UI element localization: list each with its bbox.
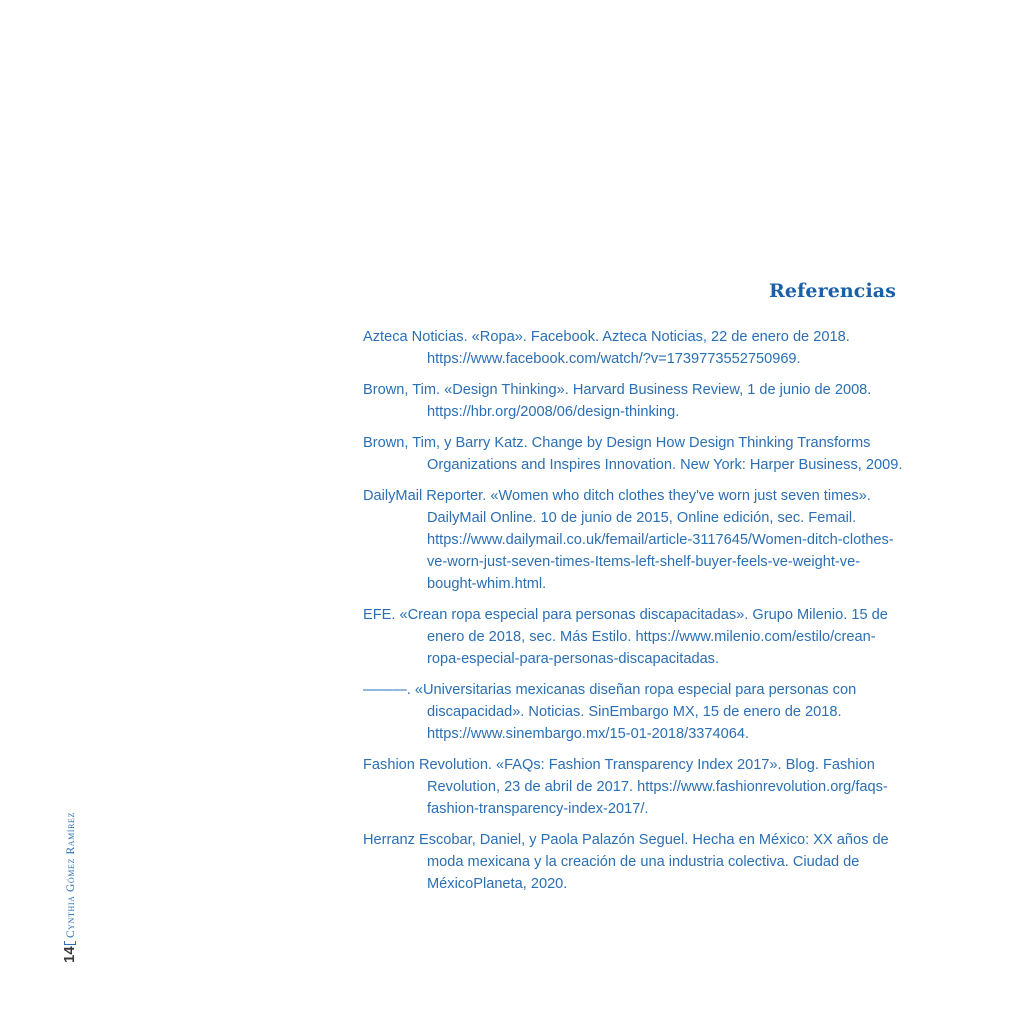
reference-entry: Herranz Escobar, Daniel, y Paola Palazón Seguel. Hecha en México: XX años de moda mexicana y la creación de una industria colectiva. Ciudad de MéxicoPlaneta, 2020.: [363, 832, 889, 892]
running-head-author: Cynthia Gómez Ramírez: [65, 812, 77, 938]
reference-entry: DailyMail Reporter. «Women who ditch clothes they've worn just seven times». DailyMail Online. 10 de junio de 2015, Online edición, sec. Femail. https://www.dailymail.co.uk/femail/article-3117645/Women-ditch-clothes-ve-worn-just-seven-times-Items-left-shelf-buyer-feels-ve-weight-ve-bought-whim.html.: [363, 488, 894, 592]
running-head-bracket: [64, 941, 76, 945]
reference-entry: Azteca Noticias. «Ropa». Facebook. Azteca Noticias, 22 de enero de 2018. https://www.facebook.com/watch/?v=1739773552750969.: [363, 329, 850, 367]
reference-entry: ———. «Universitarias mexicanas diseñan ropa especial para personas con discapacidad». Noticias. SinEmbargo MX, 15 de enero de 2018. https://www.sinembargo.mx/15-01-2018/3374064.: [363, 682, 857, 742]
reference-entry: Fashion Revolution. «FAQs: Fashion Transparency Index 2017». Blog. Fashion Revolution, 23 de abril de 2017. https://www.fashionrevolution.org/faqs-fashion-transparency-index-2017/.: [363, 757, 888, 817]
reference-entry: EFE. «Crean ropa especial para personas discapacitadas». Grupo Milenio. 15 de enero de 2018, sec. Más Estilo. https://www.milenio.com/estilo/crean-ropa-especial-para-personas-discapacitadas.: [363, 607, 888, 667]
page-number: 14: [61, 946, 78, 963]
reference-entry: Brown, Tim. «Design Thinking». Harvard Business Review, 1 de junio de 2008. https://hbr.org/2008/06/design-thinking.: [363, 382, 872, 420]
reference-entry: Brown, Tim, y Barry Katz. Change by Design How Design Thinking Transforms Organizations and Inspires Innovation. New York: Harper Business, 2009.: [363, 435, 903, 473]
reference-list: [363, 326, 903, 904]
section-title: Referencias: [769, 280, 896, 302]
